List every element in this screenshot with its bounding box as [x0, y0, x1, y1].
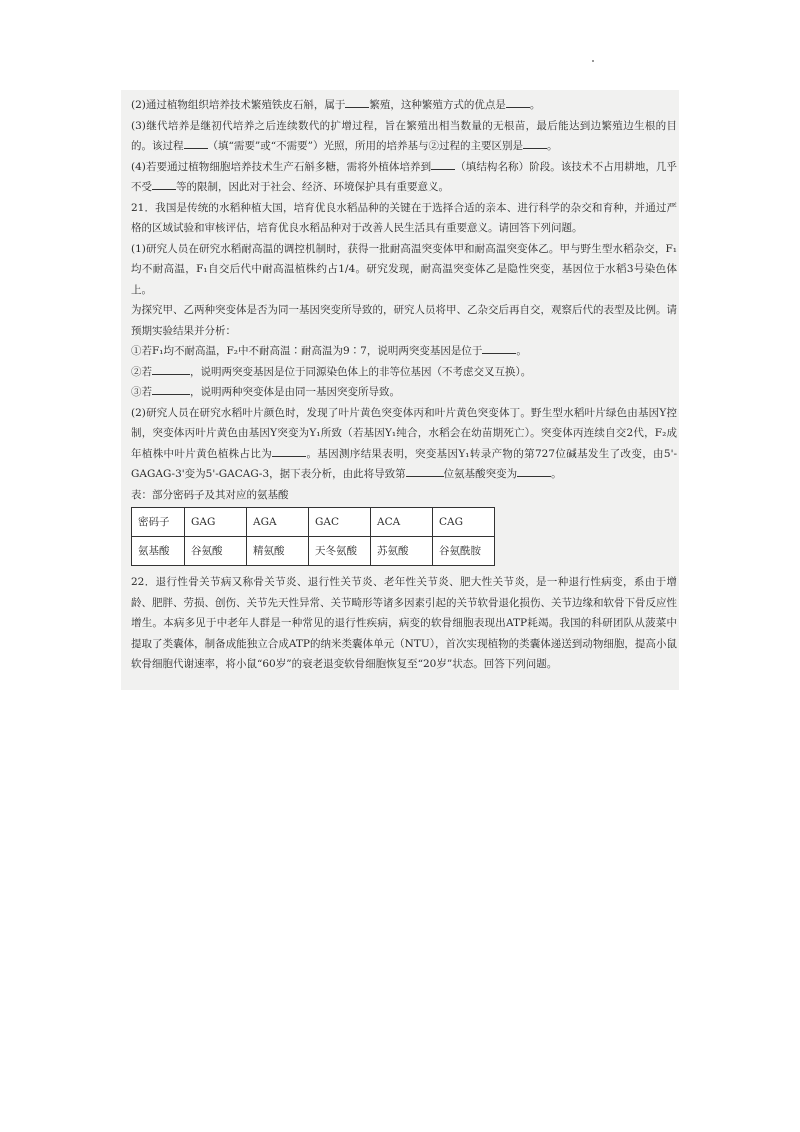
- q20-2-text-c: 。: [529, 99, 541, 111]
- table-cell: 谷氨酸: [185, 537, 247, 566]
- answer-blank: [523, 137, 547, 149]
- question-21-outcome-3: [131, 382, 677, 403]
- answer-blank: [184, 137, 208, 149]
- answer-blank: [506, 96, 530, 108]
- table-cell: 苏氨酸: [371, 537, 433, 566]
- codon-table-amino-acid-row: [132, 537, 495, 566]
- q20-3-text-c: 。: [546, 140, 558, 152]
- table-cell: 精氨酸: [247, 537, 309, 566]
- codon-table: [131, 507, 495, 566]
- table-cell: 天冬氨酸: [309, 537, 371, 566]
- q20-3-text-a: (3)继代培养是继初代培养之后连续数代的扩增过程，旨在繁殖出相当数量的无根苗，最后能达到边繁殖边生根的目的。该过程: [131, 119, 677, 152]
- table-cell: CAG: [433, 508, 495, 537]
- q21-2-text-c: 位氨基酸突变为: [443, 468, 518, 480]
- outcome-1-text-b: 。: [516, 345, 527, 357]
- codon-table-header-row: [132, 508, 495, 537]
- table-cell: AGA: [247, 508, 309, 537]
- outcome-1-text-a: ①若F₁均不耐高温，F₂中不耐高温∶耐高温为9∶7，说明两突变基因是位于: [131, 345, 483, 357]
- question-20-2: [131, 95, 677, 116]
- outcome-3-text-a: ③若: [131, 386, 152, 398]
- q20-3-text-b: （填“需要”或“不需要”）光照，所用的培养基与②过程的主要区别是: [207, 140, 523, 152]
- exam-text: [131, 95, 677, 675]
- question-21-outcome-2: [131, 362, 677, 383]
- table-cell: ACA: [371, 508, 433, 537]
- answer-blank: [345, 96, 369, 108]
- answer-blank: [517, 465, 551, 477]
- question-21-1: (1)研究人员在研究水稻耐高温的调控机制时，获得一批耐高温突变体甲和耐高温突变体乙。甲与野生型水稻杂交，F₁均不耐高温，F₁自交后代中耐高温植株约占1/4。研究发现，耐高温突变体乙是隐性突变，基因位于水稻3号染色体上。: [131, 242, 677, 296]
- q20-4-text-b: （填结构名称）阶段。该技术不占用耕地，几乎不受: [131, 160, 678, 193]
- answer-blank: [152, 383, 190, 395]
- table-caption: 表：部分密码子及其对应的氨基酸: [131, 488, 289, 501]
- answer-blank: [406, 465, 444, 477]
- q20-2-text-b: 繁殖，这种繁殖方式的优点是: [369, 99, 506, 111]
- table-cell: 密码子: [132, 508, 185, 537]
- question-21-explore: 为探究甲、乙两种突变体是否为同一基因突变所导致的，研究人员将甲、乙杂交后再自交，观察后代的表型及比例。请预期实验结果并分析：: [131, 304, 677, 337]
- scan-speck: [592, 60, 594, 62]
- q20-4-text-c: 等的限制，因此对于社会、经济、环境保护具有重要意义。: [176, 181, 449, 193]
- answer-blank: [152, 363, 190, 375]
- question-20-3: [131, 116, 677, 157]
- table-cell: GAC: [309, 508, 371, 537]
- outcome-3-text-b: ，说明两种突变体是由同一基因突变所导致。: [190, 386, 400, 398]
- q21-2-text-d: 。: [551, 468, 562, 480]
- question-21-2: [131, 403, 677, 485]
- q21-2-text-a: (2)研究人员在研究水稻叶片颜色时，发现了叶片黄色突变体丙和叶片黄色突变体丁。野生型水稻叶片绿色由基因Y控制，突变体丙叶片黄色由基因Y突变为Y₁所致（若基因Y₁纯合，水稻会在幼苗期死亡）。突变体丙连续自交2代，F₂成年植株中叶片黄色植株占比为: [131, 406, 677, 460]
- question-20-4: [131, 157, 677, 198]
- outcome-2-text-b: ，说明两突变基因是位于同源染色体上的非等位基因（不考虑交叉互换）。: [190, 365, 532, 378]
- answer-blank: [152, 178, 176, 190]
- table-cell: GAG: [185, 508, 247, 537]
- q21-2-text-b: 。基因测序结果表明，突变基因Y₁转录产物的第727位碱基发生了改变，由5'-GAGAG-3'变为5'-GACAG-3，据下表分析，由此将导致第: [131, 447, 678, 480]
- answer-blank: [272, 445, 306, 457]
- table-cell: 谷氨酰胺: [433, 537, 495, 566]
- table-cell: 氨基酸: [132, 537, 185, 566]
- question-21-intro: 21．我国是传统的水稻种植大国，培育优良水稻品种的关键在于选择合适的亲本、进行科学的杂交和育种，并通过严格的区域试验和审核评估，培育优良水稻品种对于改善人民生活具有重要意义。请回答下列问题。: [131, 201, 677, 234]
- answer-blank: [431, 158, 455, 170]
- question-21-outcome-1: [131, 341, 677, 362]
- answer-blank: [482, 342, 516, 354]
- q20-2-text-a: (2)通过植物组织培养技术繁殖铁皮石斛，属于: [131, 99, 346, 111]
- outcome-2-text-a: ②若: [131, 365, 152, 378]
- q20-4-text-a: (4)若要通过植物细胞培养技术生产石斛多糖，需将外植体培养到: [131, 160, 432, 173]
- question-22: 22．退行性骨关节病又称骨关节炎、退行性关节炎、老年性关节炎、肥大性关节炎，是一种退行性病变，系由于增龄、肥胖、劳损、创伤、关节先天性异常、关节畸形等诸多因素引起的关节软骨退化损伤、关节边缘和软骨下骨反应性增生。本病多见于中老年人群是一种常见的退行性疾病，病变的软骨细胞表现出ATP耗竭。我国的科研团队从菠菜中提取了类囊体，制备成能独立合成ATP的纳米类囊体单元（NTU），首次实现植物的类囊体递送到动物细胞，提高小鼠软骨细胞代谢速率，将小鼠“60岁”的衰老退变软骨细胞恢复至“20岁”状态。回答下列问题。: [131, 576, 677, 670]
